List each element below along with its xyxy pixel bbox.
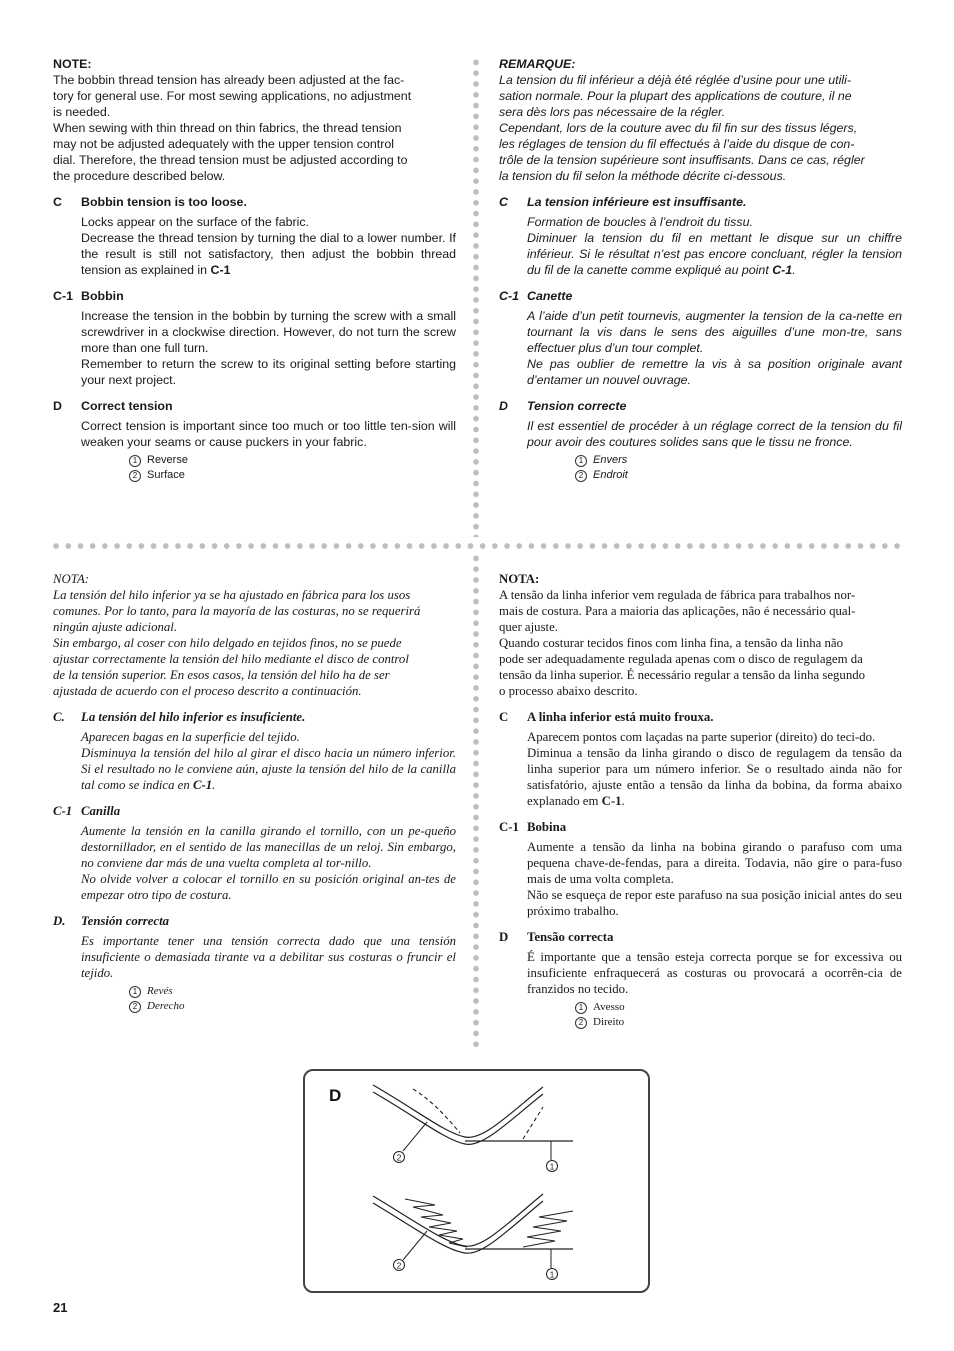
section-body: Il est essentiel de procéder à un réglage correct de la tension du fil pour avoir des coutures solides sans que le tissu ne fronce. [527,419,902,449]
marker-1-label: 1 [549,1269,555,1280]
section-heading: D Tension correcte [499,399,627,413]
note-text: A tensão da linha inferior vem regulada de fábrica para trabalhos nor- mais de costura. Para a maioria das aplicações, não é necessário qual- quer ajuste. Quando costurar tecidos finos com linha fina, a tensão da linha não pode ser adequadamente regulada apenas com o disco de regulagem da tensão da linha superior. É necessário regular a tensão da linha segundo o processo abaixo descrito. [499,588,866,698]
section-heading: C-1 Bobina [499,820,567,834]
section-body: Aparecem pontos com laçadas na parte superior (direito) do teci-do. Diminua a tensão da linha girando o disco de regulagem da tensão da linha superior para um número inferior. Se o resultado ainda não for satisfatório, ajuste então a tensão da linha da bobina, da forma abaixo explanado em C-1. [527,730,902,808]
note-text: The bobbin thread tension has already been adjusted at the fac- tory for general use. For most sewing applications, no adjustment is needed. When sewing with thin thread on thin fabrics, the thread tension may not be adjusted adequately with the upper tension control dial. Therefore, the thread tension must be adjusted according to the procedure described below. [53,73,412,183]
english-column [53,56,456,483]
figure-legend: 1 Revés 2 Derecho [129,984,456,1014]
marker-1-label: 1 [549,1161,555,1172]
section-heading: C-1 Bobbin [53,289,124,303]
figure-legend: 1 Avesso 2 Direito [575,1000,902,1030]
section-body: Locks appear on the surface of the fabric. Decrease the thread tension by turning the dial to a lower number. If the result is still not satisfactory, then adjust the bobbin thread tension as explained in C-1 [81,215,456,277]
marker-2-label: 2 [396,1260,402,1271]
circled-number-2: 2 [129,1001,141,1013]
section-ref: C-1 [601,794,622,808]
section-heading: C. La tensión del hilo inferior es insuficiente. [53,710,306,724]
section-body: Aparecen bagas en la superficie del tejido. Disminuya la tensión del hilo al girar el disco hacia un número inferior. Si el resultado no le conviene aún, ajuste la tensión del hilo de la canilla tal como se indica en C-1. [81,730,456,792]
section-body: Es importante tener una tensión correcta dado que una tensión insuficiente o demasiada tirante va a debilitar sus costuras o fruncir el tejido. [81,934,456,980]
section-heading: D Tensão correcta [499,930,614,944]
portuguese-column [499,571,902,1030]
circled-number-2: 2 [575,470,587,482]
circled-number-1: 1 [129,455,141,467]
section-body: A l’aide d’un petit tournevis, augmenter la tension de la ca-nette en tournant la vis dans le sens des aiguilles d’une mon-tre, sans effectuer plus d’un tour complet. Ne pas oublier de remettre la vis à sa position originale avant d’entamer un nouvel ouvrage. [527,309,902,387]
zigzag-stitch-left [405,1199,467,1247]
figure-label: D [329,1086,342,1105]
section-body: Aumente la tensión en la canilla girando el tornillo, con un pe-queño destornillador, en el sentido de las manecillas de un reloj. Sin embargo, no conviene dar más de una vuelta completa al tor-nillo. No olvide volver a colocar el tornillo en su posición original an-tes de empezar otro tipo de costura. [81,824,456,902]
marker-2-label: 2 [396,1152,402,1163]
circled-number-1: 1 [575,455,587,467]
section-ref: C-1 [772,263,793,277]
section-ref: C-1 [210,263,231,277]
note-title: REMARQUE: [499,57,576,71]
figure-legend: 1 Envers 2 Endroit [575,453,902,483]
french-column [499,56,902,483]
note-title: NOTA: [53,572,90,586]
lower-thread-dashed [523,1107,543,1139]
figure-legend: 1 Reverse 2 Surface [129,453,456,483]
section-body: Formation de boucles à l’endroit du tissu. Diminuer la tension du fil en mettant le disque sur un chiffre inférieur. Si le résultat n’est pas encore concluant, régler la tension du fil de la canette comme expliqué au point C-1. [527,215,902,277]
upper-thread-dashed [413,1089,460,1133]
circled-number-1: 1 [575,1002,587,1014]
vertical-divider-bottom [473,553,479,1051]
zigzag-stitch-right [523,1211,573,1247]
note-text: La tensión del hilo inferior ya se ha ajustado en fábrica para los usos comunes. Por lo tanto, para la mayoría de las costuras, no se requerirá ningún ajuste adicional. Sin embargo, al coser con hilo delgado en tejidos finos, no se puede ajustar correctamente la tensión del hilo mediante el disco de control de la tensión superior. En esos casos, la tensión del hilo ha de ser ajustada de acuerdo con el proceso descrito a continuación. [53,588,421,698]
stitch-diagram [305,1071,647,1290]
spanish-column [53,571,456,1014]
section-heading: C-1 Canilla [53,804,121,818]
note-text: La tension du fil inférieur a déjà été réglée d’usine pour une utili- sation normale. Pour la plupart des applications de couture, il ne sera dès lors pas nécessaire de la régler. Cependant, lors de la couture avec du fil fin sur des tissus légers, les réglages de tension du fil effectués à l’aide du disque de con- trôle de la tension supérieure sont insuffisants. Dans ce cas, régler la tension du fil selon la méthode décrite ci-dessous. [499,73,865,183]
circled-number-2: 2 [575,1017,587,1029]
section-heading: D Correct tension [53,399,173,413]
section-heading: C La tension inférieure est insuffisante. [499,195,747,209]
horizontal-divider [50,543,906,549]
section-heading: C Bobbin tension is too loose. [53,195,247,209]
section-heading: C A linha inferior está muito frouxa. [499,710,714,724]
note-title: NOTA: [499,572,540,586]
leader-line [403,1231,427,1260]
section-body: Increase the tension in the bobbin by turning the screw with a small screwdriver in a clockwise direction. However, do not turn the screw more than one full turn. Remember to return the screw to its original setting before starting your next project. [81,309,456,387]
section-heading: C-1 Canette [499,289,573,303]
section-ref: C-1 [192,778,213,792]
section-heading: D. Tensión correcta [53,914,170,928]
tension-figure [303,1069,650,1293]
circled-number-1: 1 [129,986,141,998]
vertical-divider-top [473,57,479,537]
leader-line [403,1122,427,1151]
fabric-curve-top [373,1085,573,1144]
section-body: Aumente a tensão da linha na bobina girando o parafuso com uma pequena chave-de-fendas, para a direita. Todavia, não gire o para-fuso mais de uma volta completa. Não se esqueça de repor este parafuso na sua posição inicial antes do seu próximo trabalho. [527,840,902,918]
note-title: NOTE: [53,57,92,71]
circled-number-2: 2 [129,470,141,482]
section-body: É importante que a tensão esteja correcta porque se for excessiva ou insuficiente enfraquecerá as costuras ou provocará a ocorrên-cia de franzidos no tecido. [527,950,902,996]
page-number: 21 [53,1300,68,1315]
fabric-curve-bottom [373,1194,573,1253]
section-body: Correct tension is important since too much or too little ten-sion will weaken your seams or cause puckers in your fabric. [81,419,456,449]
